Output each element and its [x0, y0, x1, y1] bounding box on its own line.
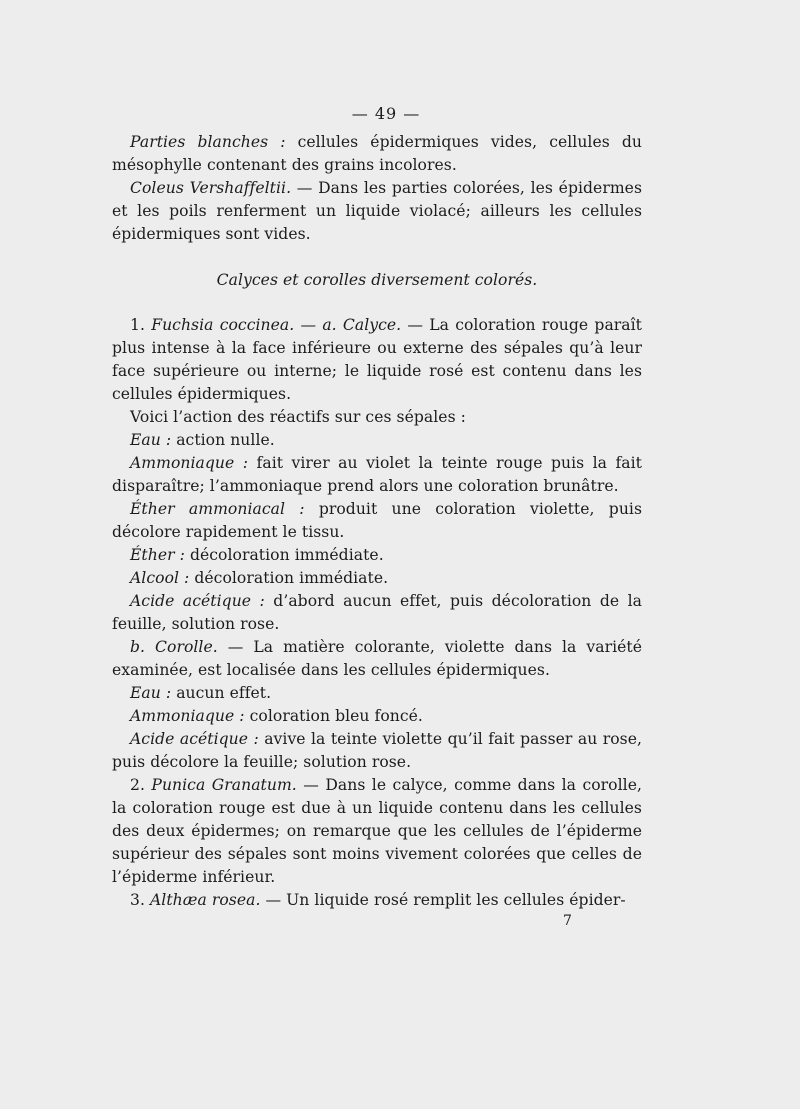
reaction-term: Ammoniaque : [130, 454, 249, 472]
althaea-text: — Un liquide rosé remplit les cellules épider- [260, 891, 626, 909]
reaction-text: aucun effet. [171, 684, 272, 702]
reaction-acide-acetique [112, 590, 642, 636]
paragraph-fuchsia [112, 314, 642, 406]
punica-number: 2. [130, 776, 145, 794]
reaction-term: Eau : [130, 431, 172, 449]
reaction-ether-ammoniacal [112, 498, 642, 544]
fuchsia-name: Fuchsia coccinea. [151, 316, 295, 334]
corolle-reaction-acide-acetique [112, 728, 642, 774]
reaction-term: Alcool : [130, 569, 190, 587]
reaction-term: Ammoniaque : [130, 707, 245, 725]
section-title: Calyces et corolles diversement colorés. [216, 271, 538, 289]
reaction-text: décoloration immédiate. [189, 569, 389, 587]
reaction-text: produit une coloration violette, puis décolore rapidement le tissu. [112, 500, 643, 541]
reaction-alcool [112, 567, 642, 590]
reaction-text: décoloration immédiate. [184, 546, 384, 564]
paragraph-parties-blanches [112, 131, 642, 177]
reaction-term: Acide acétique : [130, 592, 265, 610]
reaction-ammoniaque [112, 452, 642, 498]
reactifs-intro: Voici l’action des réactifs sur ces sépales : [130, 408, 466, 426]
corolle-reaction-eau [112, 682, 642, 705]
fuchsia-number: 1. [130, 316, 145, 334]
reaction-term: Éther : [130, 546, 185, 564]
term-coleus: Coleus Vershaffeltii. [130, 179, 292, 197]
reaction-text: fait virer au violet la teinte rouge puis la fait disparaître; l’ammoniaque prend alors une coloration brunâtre. [112, 454, 642, 495]
fuchsia-text: — La coloration rouge paraît plus intense à la face inférieure ou externe des sépales qu’à leur face supérieure ou interne; le liquide rosé est contenu dans les cellules épidermiques. [112, 316, 642, 403]
term-parties-blanches: Parties blanches : [130, 133, 286, 151]
text-coleus: — Dans les parties colorées, les épidermes et les poils renferment un liquide violacé; ailleurs les cellules épidermiques sont vides. [112, 179, 642, 243]
paragraph-punica [112, 774, 642, 889]
reaction-text: avive la teinte violette qu’il fait passer au rose, puis décolore la feuille; solution rose. [112, 730, 642, 771]
text-body [112, 102, 642, 933]
reaction-term: Éther ammoniacal : [130, 500, 305, 518]
reaction-term: Eau : [130, 684, 172, 702]
althaea-name: Althæa rosea. [150, 891, 261, 909]
signature-mark: 7 [563, 913, 572, 929]
corolle-reaction-ammoniaque [112, 705, 642, 728]
page-number: — 49 — [351, 104, 421, 123]
reaction-term: Acide acétique : [130, 730, 259, 748]
paragraph-coleus [112, 177, 642, 246]
reaction-text: d’abord aucun effet, puis décoloration de la feuille, solution rose. [112, 592, 642, 633]
althaea-number: 3. [130, 891, 145, 909]
reaction-text: coloration bleu foncé. [244, 707, 423, 725]
paragraph-corolle [112, 636, 642, 682]
corolle-label: b. Corolle. [130, 638, 218, 656]
reaction-text: action nulle. [171, 431, 275, 449]
punica-name: Punica Granatum. [151, 776, 297, 794]
corolle-text: — La matière colorante, violette dans la variété examinée, est localisée dans les cellules épidermiques. [112, 638, 642, 679]
paragraph-althaea [112, 889, 642, 912]
reaction-ether [112, 544, 642, 567]
punica-text: — Dans le calyce, comme dans la corolle, la coloration rouge est due à un liquide contenu dans les cellules des deux épidermes; on remarque que les cellules de l’épiderme supérieur des sépales sont moins vivement colorées que celles de l’épiderme inférieur. [112, 776, 642, 886]
fuchsia-part-a: — a. Calyce. [300, 316, 402, 334]
text-parties-blanches: cellules épidermiques vides, cellules du mésophylle contenant des grains incolores. [112, 133, 642, 174]
reaction-eau [112, 429, 642, 452]
